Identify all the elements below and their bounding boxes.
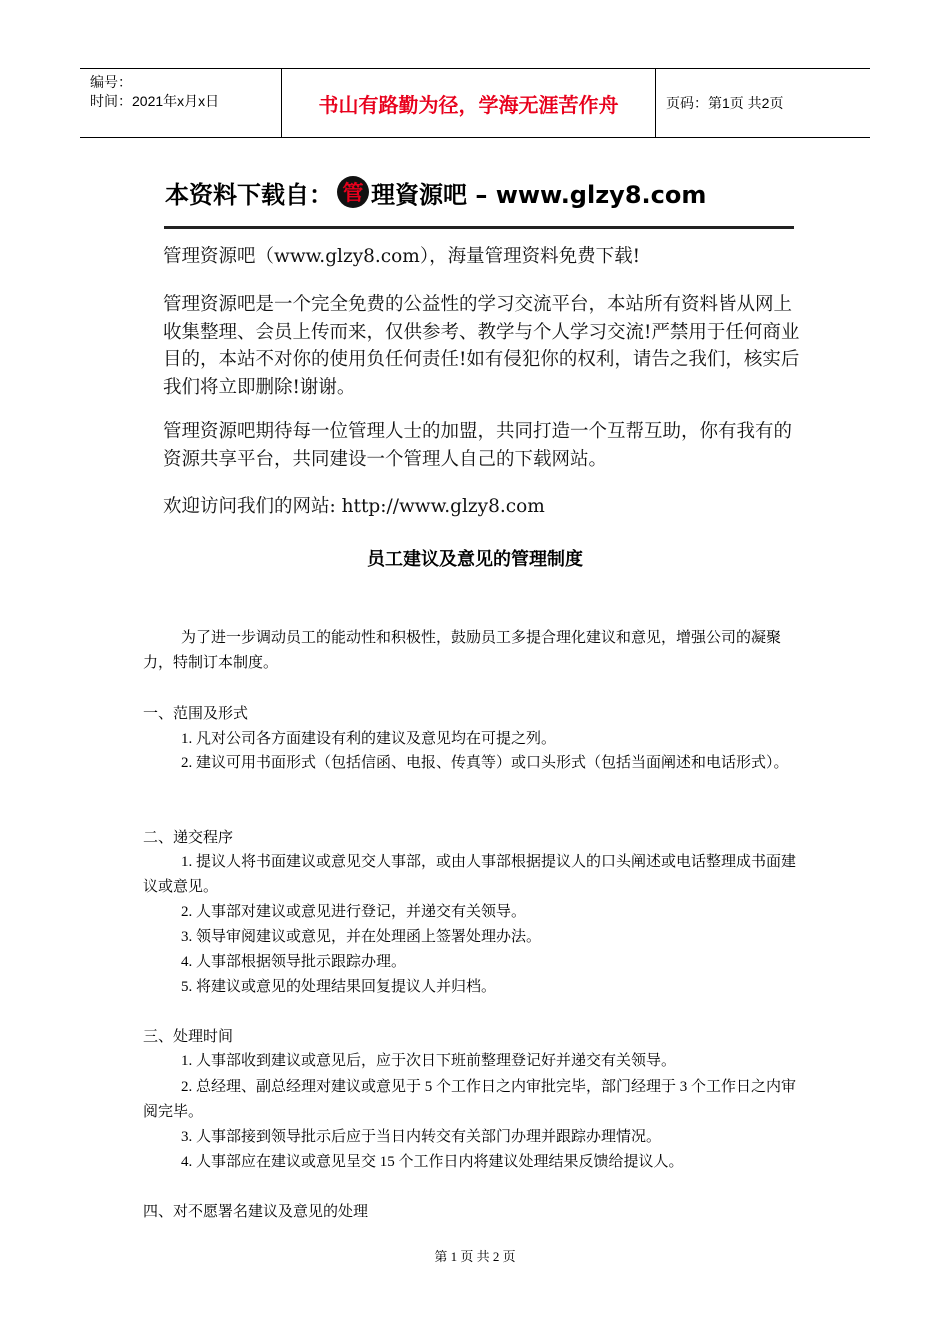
page-footer: 第 1 页 共 2 页 (434, 1249, 516, 1264)
section-4-heading: 四、对不愿署名建议及意见的处理 (143, 1204, 369, 1220)
time-label: 时间：2021年x月x日 (90, 93, 220, 109)
section-1-heading: 一、范围及形式 (143, 706, 249, 722)
banner-title-suffix: 理資源吧 – www.glzy8.com (371, 180, 707, 209)
banner-divider (164, 226, 794, 229)
section-2-item: 4. 人事部根据领导批示跟踪办理。 (181, 954, 407, 970)
section-2-heading: 二、递交程序 (143, 830, 234, 846)
section-3-item: 4. 人事部应在建议或意见呈交 15 个工作日内将建议处理结果反馈给提议人。 (181, 1154, 684, 1170)
section-3-item: 3. 人事部接到领导批示后应于当日内转交有关部门办理并跟踪办理情况。 (181, 1129, 662, 1145)
document-title: 员工建议及意见的管理制度 (367, 549, 583, 570)
section-1-item: 1. 凡对公司各方面建设有利的建议及意见均在可提之列。 (181, 731, 557, 747)
section-3-item: 1. 人事部收到建议或意见后，应于次日下班前整理登记好并递交有关领导。 (181, 1053, 677, 1069)
section-3-heading: 三、处理时间 (143, 1029, 234, 1045)
header-meta-cell (80, 69, 282, 137)
section-1-item: 2. 建议可用书面形式（包括信函、电报、传真等）或口头形式（包括当面阐述和电话形式）。 (181, 755, 789, 771)
intro-paragraph: 为了进一步调动员工的能动性和积极性，鼓励员工多提合理化建议和意见，增强公司的凝聚力，特制订本制度。 (143, 630, 782, 671)
page-header (80, 68, 870, 138)
header-page-info: 页码：第1页 共2页 (666, 95, 784, 111)
banner-title (165, 171, 706, 213)
header-motto: 书山有路勤为径，学海无涯苦作舟 (282, 69, 656, 137)
section-2-item: 5. 将建议或意见的处理结果回复提议人并归档。 (181, 979, 497, 995)
banner-line-4: 欢迎访问我们的网站: http://www.glzy8.com (163, 496, 545, 517)
banner-line-3: 管理资源吧期待每一位管理人士的加盟，共同打造一个互帮互助，你有我有的资源共享平台，共同建设一个管理人自己的下载网站。 (163, 421, 793, 470)
site-logo-icon: 管 (337, 176, 369, 208)
banner-line-2: 管理资源吧是一个完全免费的公益性的学习交流平台，本站所有资料皆从网上收集整理、会员上传而来，仅供参考、教学与个人学习交流!严禁用于任何商业目的，本站不对你的使用负任何责任!如有侵犯你的权利，请告之我们，核实后我们将立即删除!谢谢。 (163, 294, 800, 398)
section-2-item: 3. 领导审阅建议或意见，并在处理函上签署处理办法。 (181, 929, 542, 945)
download-banner (160, 163, 800, 523)
banner-line-1: 管理资源吧（www.glzy8.com），海量管理资料免费下载! (163, 246, 641, 267)
section-2-item: 1. 提议人将书面建议或意见交人事部，或由人事部根据提议人的口头阐述或电话整理成书面建议或意见。 (143, 854, 797, 895)
number-label: 编号： (90, 74, 132, 90)
section-3-item: 2. 总经理、副总经理对建议或意见于 5 个工作日之内审批完毕，部门经理于 3 个工作日之内审阅完毕。 (143, 1079, 797, 1120)
section-2-item: 2. 人事部对建议或意见进行登记，并递交有关领导。 (181, 904, 527, 920)
banner-title-prefix: 本资料下载自： (165, 180, 333, 209)
